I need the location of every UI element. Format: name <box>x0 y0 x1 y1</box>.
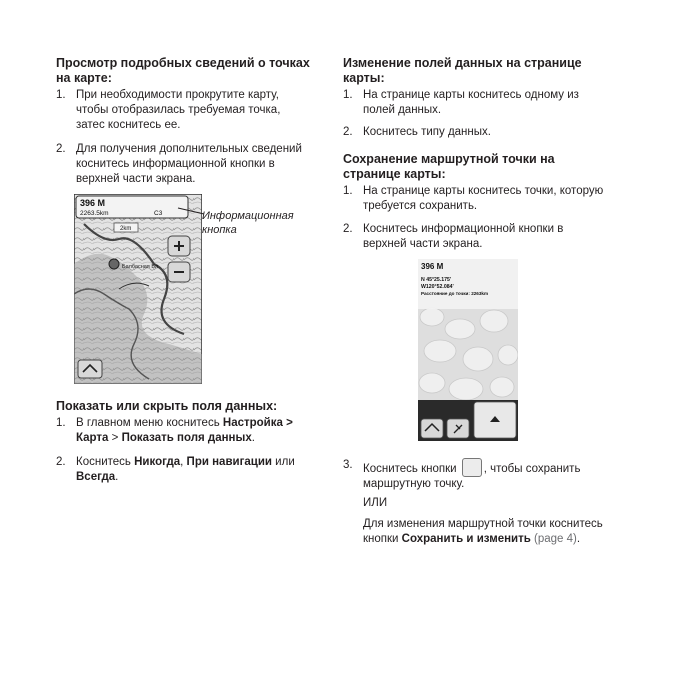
step-2: 2. Коснитесь Никогда, При навигации или Всегда. <box>56 456 295 483</box>
section-heading-poi-details: Просмотр подробных сведений о точках на карте: <box>56 56 310 85</box>
info-coord-n: N 45°25.175' <box>421 277 452 283</box>
back-button[interactable] <box>78 360 102 378</box>
map-screenshot <box>74 194 202 384</box>
section-heading-change-fields: Изменение полей данных на странице карты: <box>343 56 582 85</box>
section-heading-save-waypoint: Сохранение маршрутной точки на странице карты: <box>343 152 555 181</box>
back-button[interactable] <box>421 419 443 438</box>
step-2: 2. Коснитесь типу данных. <box>343 126 491 138</box>
page-reference-link[interactable]: (page 4) <box>534 533 577 545</box>
step-2: 2. Коснитесь информационной кнопки в верхней части экрана. <box>343 223 564 250</box>
map-elevation: 396 M <box>80 198 106 208</box>
step-1: 1. В главном меню коснитесь Настройка > Карта > Показать поля данных. <box>56 417 293 444</box>
or-separator: ИЛИ <box>363 497 388 509</box>
info-elevation: 396 M <box>421 262 444 271</box>
info-coord-w: W120°52.084' <box>421 284 454 290</box>
step-1: 1. При необходимости прокрутите карту, чтобы отобразилась требуемая точка, затес коснитесь ее. <box>56 89 281 131</box>
step-1: 1. На странице карты коснитесь одному из полей данных. <box>343 89 579 116</box>
step-3: 3. Коснитесь кнопки , чтобы сохранить маршрутную точку. <box>343 459 581 490</box>
info-distance: Расстояние до точки: 2263km <box>421 291 489 296</box>
step-2: 2. Для получения дополнительных сведений коснитесь информационной кнопки в верхней части экрана. <box>56 143 302 185</box>
save-waypoint-icon <box>462 458 482 477</box>
alt-instruction: Для изменения маршрутной точки коснитесь кнопки Сохранить и изменить (page 4). <box>363 518 603 545</box>
map-distance: 2263.5km <box>80 210 109 217</box>
map-distance-extra: C3 <box>154 210 163 217</box>
map-scale: 2km <box>120 226 132 232</box>
section-heading-toggle-fields: Показать или скрыть поля данных: <box>56 399 278 413</box>
info-button-callout: Информационная кнопка <box>202 210 294 236</box>
step-1: 1. На странице карты коснитесь точки, которую требуется сохранить. <box>343 185 604 212</box>
map-poi-label: Балбасная Вл. <box>122 264 160 270</box>
waypoint-info-screenshot <box>418 259 518 441</box>
